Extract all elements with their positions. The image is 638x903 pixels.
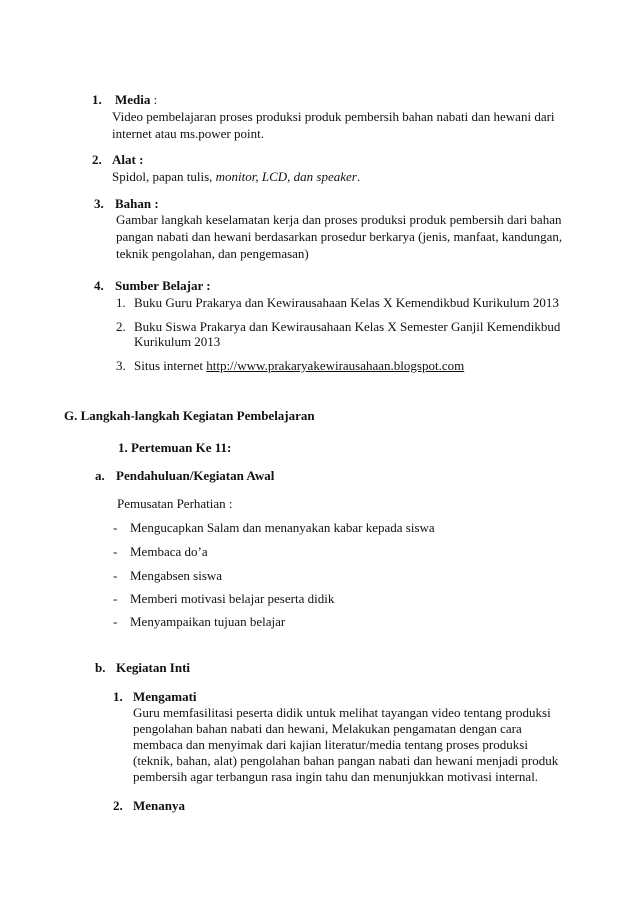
inti-item-2-title: Menanya (133, 798, 185, 813)
inti-item-2-number: 2. (113, 798, 123, 813)
awal-item-1: Mengucapkan Salam dan menanyakan kabar kepada siswa (130, 520, 435, 535)
awal-item-3: Mengabsen siswa (130, 568, 223, 583)
media-heading (115, 92, 157, 108)
alat-text (112, 169, 360, 185)
alat-italic: monitor, LCD, dan speaker (215, 169, 357, 184)
sumber-item-2-line-2: Kurikulum 2013 (134, 334, 221, 349)
inti-item-1-number: 1. (113, 689, 123, 704)
alat-title: Alat : (112, 152, 144, 167)
bullet-dash: - (113, 544, 118, 559)
media-line-1: Video pembelajaran proses produksi produk pembersih bahan nabati dan hewani dari (112, 109, 555, 124)
bahan-number: 3. (94, 196, 104, 211)
bullet-dash: - (113, 568, 118, 583)
bullet-dash: - (113, 614, 118, 629)
sumber-item-2-number: 2. (116, 319, 126, 334)
section-a-title: Pendahuluan/Kegiatan Awal (116, 468, 275, 483)
pemusatan-label: Pemusatan Perhatian : (117, 496, 233, 511)
section-b-letter: b. (95, 660, 106, 675)
bahan-line-2: pangan nabati dan hewani berdasarkan prosedur berkarya (jenis, manfaat, kandungan, (116, 229, 563, 244)
bahan-line-3: teknik pengolahan, dan pengemasan) (116, 246, 309, 261)
alat-plain: Spidol, papan tulis, (112, 169, 216, 184)
inti-item-1-line-1: Guru memfasilitasi peserta didik untuk melihat tayangan video tentang produksi (133, 705, 551, 720)
section-b-title: Kegiatan Inti (116, 660, 191, 675)
sumber-item-1-text: Buku Guru Prakarya dan Kewirausahaan Kelas X Kemendikbud Kurikulum 2013 (134, 295, 559, 310)
sumber-number: 4. (94, 278, 104, 293)
media-colon: : (150, 92, 158, 107)
inti-item-1-line-4: (teknik, bahan, alat) pengolahan bahan pangan nabati dan hewani menjadi produk (133, 753, 559, 768)
awal-item-5: Menyampaikan tujuan belajar (130, 614, 286, 629)
sumber-item-3-text (134, 358, 464, 374)
bahan-title: Bahan : (115, 196, 159, 211)
inti-item-1-title: Mengamati (133, 689, 197, 704)
media-line-2: internet atau ms.power point. (112, 126, 264, 141)
inti-item-1-line-2: pengolahan bahan nabati dan hewani, Melakukan pengamatan dengan cara (133, 721, 522, 736)
sumber-item-3-prefix: Situs internet (134, 358, 207, 373)
bahan-line-1: Gambar langkah keselamatan kerja dan proses produksi produk pembersih dari bahan (116, 212, 562, 227)
inti-item-1-line-3: membaca dan menyimak dari kajian literatur/media tentang proses produksi (133, 737, 528, 752)
pertemuan-heading: 1. Pertemuan Ke 11: (118, 440, 232, 455)
awal-item-2: Membaca do’a (130, 544, 208, 559)
bullet-dash: - (113, 591, 118, 606)
alat-number: 2. (92, 152, 102, 167)
sumber-item-3-number: 3. (116, 358, 126, 373)
section-a-letter: a. (95, 468, 105, 483)
blog-link[interactable]: http://www.prakaryakewirausahaan.blogspot.com (206, 358, 465, 373)
sumber-item-1-number: 1. (116, 295, 126, 310)
sumber-item-2-line-1: Buku Siswa Prakarya dan Kewirausahaan Kelas X Semester Ganjil Kemendikbud (134, 319, 561, 334)
bullet-dash: - (113, 520, 118, 535)
inti-item-1-line-5: pembersih agar terbangun rasa ingin tahu dan menunjukkan motivasi internal. (133, 769, 539, 784)
media-title: Media (115, 92, 151, 107)
section-g-heading: G. Langkah-langkah Kegiatan Pembelajaran (64, 408, 315, 423)
media-number: 1. (92, 92, 102, 107)
awal-item-4: Memberi motivasi belajar peserta didik (130, 591, 335, 606)
alat-end: . (356, 169, 361, 184)
sumber-title: Sumber Belajar : (115, 278, 211, 293)
